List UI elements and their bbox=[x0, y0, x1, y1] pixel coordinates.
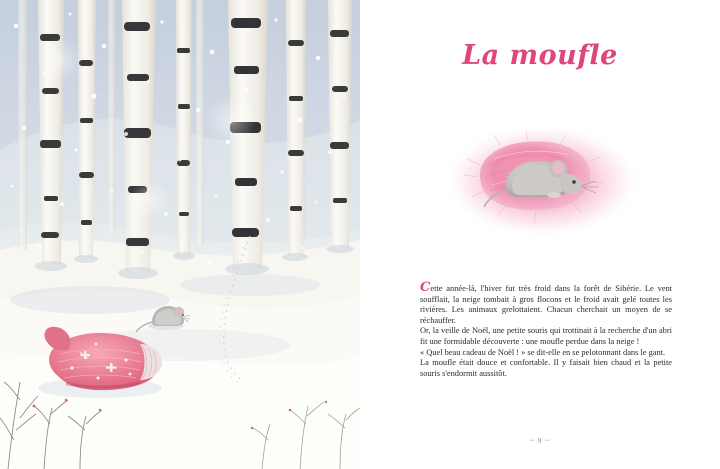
mouse-in-mitten-illustration bbox=[360, 105, 720, 255]
birch-trunk bbox=[176, 0, 192, 255]
birch-trunk bbox=[328, 0, 352, 248]
paragraph-1: Cette année-là, l'hiver fut très froid dans la forêt de Sibérie. Le vent soufflait, la neige tombait à gros flocons et le froid avait gelé toutes les rivières. Les animaux grelottaient. Chacun cherchait un moyen de se réchauffer. bbox=[420, 280, 672, 325]
page-title: La moufle bbox=[462, 40, 618, 71]
birch-trunk bbox=[122, 0, 156, 272]
birch-trunk bbox=[78, 0, 96, 258]
paragraph-2: Or, la veille de Noël, une petite souris qui trottinait à la recherche d'un abri fit une formidable découverte : une moufle perdue dans la neige ! bbox=[420, 326, 672, 346]
right-page-text bbox=[360, 0, 720, 469]
page-number: ~ 9 ~ bbox=[529, 436, 551, 445]
paragraph-4: La moufle était douce et confortable. Il y faisait bien chaud et la petite souris s'endormit aussitôt. bbox=[420, 358, 672, 378]
birch-trunk bbox=[286, 0, 306, 256]
drop-cap: C bbox=[420, 280, 431, 295]
story-body bbox=[420, 280, 672, 379]
paragraph-3: « Quel beau cadeau de Noël ! » se dit-elle en se pelotonnant dans le gant. bbox=[420, 347, 666, 357]
